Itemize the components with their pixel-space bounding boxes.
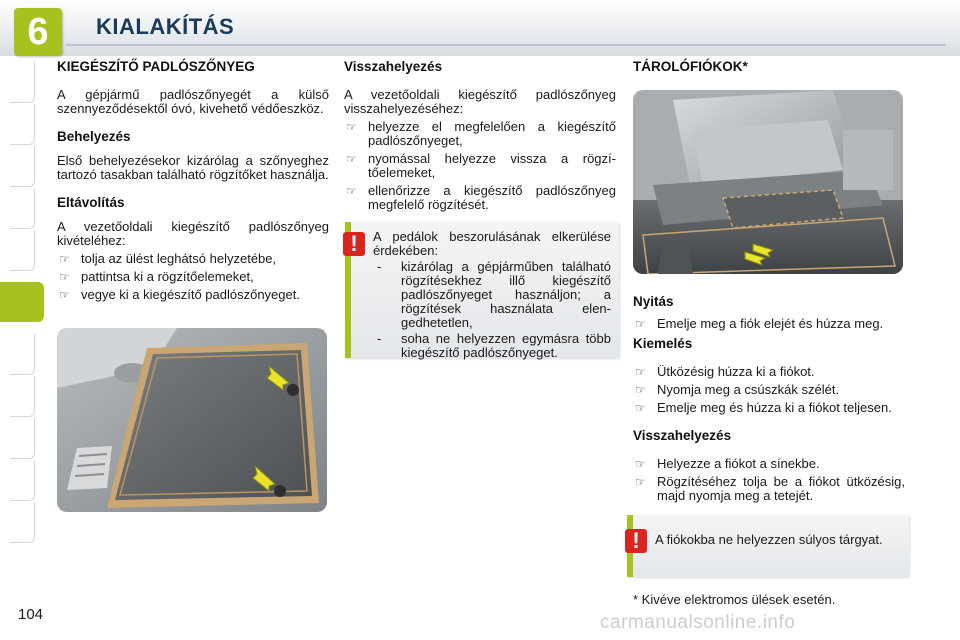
list-item: ☞ nyomással helyezze vissza a rögzítőelemeket, bbox=[346, 151, 616, 180]
pointing-hand-icon: ☞ bbox=[59, 270, 70, 284]
chapter-tab[interactable] bbox=[10, 104, 35, 145]
subtitle-remove: Kiemelés bbox=[633, 336, 693, 351]
list-item: - soha ne helyezzen egymásra több kiegészítő padlószőnyeget. bbox=[373, 332, 611, 360]
refit-list bbox=[344, 120, 616, 212]
chapter-tab-strip bbox=[0, 62, 44, 582]
column-refit bbox=[344, 60, 616, 216]
chapter-tab[interactable] bbox=[10, 146, 35, 187]
warning-list bbox=[373, 260, 611, 360]
list-item: ☞ Emelje meg és húzza ki a fiókot teljesen. bbox=[635, 400, 892, 415]
pointing-hand-icon: ☞ bbox=[59, 252, 70, 266]
page-number: 104 bbox=[18, 606, 44, 623]
removal-text: A vezetőoldali kiegészítő padlószőnyeg kivételéhez: bbox=[57, 219, 329, 248]
list-item: - kizárólag a gépjárműben található rögzítésekhez illő kiegészítő padlószőnyeget használjon; a rögzítések használata elengedhetetlen, bbox=[373, 260, 611, 330]
chapter-tab-active[interactable] bbox=[0, 282, 44, 322]
title-divider bbox=[66, 44, 946, 46]
pointing-hand-icon: ☞ bbox=[635, 475, 646, 489]
chapter-title: KIALAKÍTÁS bbox=[96, 14, 235, 39]
subtitle-install: Behelyezés bbox=[57, 129, 131, 144]
list-item: ☞ Helyezze a fiókot a sínekbe. bbox=[635, 456, 820, 471]
list-item: ☞ Ütközésig húzza ki a fiókot. bbox=[635, 364, 815, 379]
warning-box-pedals bbox=[345, 222, 619, 358]
chapter-tab[interactable] bbox=[10, 376, 35, 417]
warning-icon: ! bbox=[625, 529, 647, 553]
subtitle-removal: Eltávolítás bbox=[57, 195, 125, 210]
chapter-tab[interactable] bbox=[10, 230, 35, 271]
chapter-tab[interactable] bbox=[10, 502, 35, 543]
section-title-storage: TÁROLÓFIÓKOK* bbox=[633, 59, 748, 74]
chapter-tab[interactable] bbox=[10, 334, 35, 375]
pointing-hand-icon: ☞ bbox=[346, 120, 357, 134]
refit-text: A vezetőoldali kiegészítő padlószőnyeg visszahelyezéséhez: bbox=[344, 87, 616, 116]
pointing-hand-icon: ☞ bbox=[635, 317, 646, 331]
warning-icon: ! bbox=[343, 232, 365, 256]
list-item: ☞ vegye ki a kiegészítő padlószőnyeget. bbox=[59, 287, 300, 302]
refit-drawer-list bbox=[633, 457, 905, 503]
warning-box-drawers bbox=[627, 515, 909, 577]
list-item: ☞ tolja az ülést leghátsó helyzetébe, bbox=[59, 251, 277, 266]
remove-list bbox=[633, 365, 905, 415]
pointing-hand-icon: ☞ bbox=[635, 365, 646, 379]
list-item: ☞ Emelje meg a fiók elejét és húzza meg. bbox=[635, 316, 884, 331]
subtitle-refit-drawer: Visszahelyezés bbox=[633, 428, 732, 443]
warning-intro: A pedálok beszorulásának elkerülése érdekében: bbox=[373, 229, 611, 258]
pointing-hand-icon: ☞ bbox=[635, 401, 646, 415]
list-item: ☞ pattintsa ki a rögzítőelemeket, bbox=[59, 269, 254, 284]
watermark: carmanualsonline.info bbox=[600, 612, 796, 633]
chapter-tab[interactable] bbox=[10, 418, 35, 459]
pointing-hand-icon: ☞ bbox=[346, 152, 357, 166]
pointing-hand-icon: ☞ bbox=[346, 184, 357, 198]
removal-list bbox=[57, 252, 329, 302]
column-storage-drawers bbox=[633, 60, 905, 507]
drawer-warning-text: A fiókokba ne helyezzen súlyos tárgyat. bbox=[655, 532, 883, 547]
list-item: ☞ helyezze el megfelelően a kiegészítő padlószőnyeget, bbox=[346, 119, 616, 148]
section-title-floor-mat: KIEGÉSZÍTŐ PADLÓSZŐNYEG bbox=[57, 59, 255, 74]
chapter-badge: 6 bbox=[14, 8, 62, 56]
open-list bbox=[633, 317, 905, 331]
column-floor-mat bbox=[57, 60, 329, 306]
install-text: Első behelyezésekor kizárólag a szőnyeghez tartozó tasakban található rögzítőket használja. bbox=[57, 153, 329, 182]
list-item: ☞ Rögzítéséhez tolja be a fiókot ütközésig, majd nyomja meg a tetejét. bbox=[635, 474, 905, 503]
footnote: * Kivéve elektromos ülések esetén. bbox=[633, 592, 836, 607]
floor-mat-photo bbox=[57, 328, 327, 512]
chapter-tab[interactable] bbox=[10, 460, 35, 501]
subtitle-refit: Visszahelyezés bbox=[344, 59, 443, 74]
pointing-hand-icon: ☞ bbox=[59, 288, 70, 302]
pointing-hand-icon: ☞ bbox=[635, 457, 646, 471]
list-item: ☞ Nyomja meg a csúszkák szélét. bbox=[635, 382, 840, 397]
floor-mat-intro: A gépjármű padlószőnyegét a külső szennyeződésektől óvó, kivehető védőeszköz. bbox=[57, 87, 329, 116]
list-item: ☞ ellenőrizze a kiegészítő padlószőnyeg megfelelő rögzítését. bbox=[346, 183, 616, 212]
pointing-hand-icon: ☞ bbox=[635, 383, 646, 397]
chapter-tab[interactable] bbox=[10, 188, 35, 229]
subtitle-open: Nyitás bbox=[633, 294, 674, 309]
chapter-tab[interactable] bbox=[10, 62, 35, 103]
